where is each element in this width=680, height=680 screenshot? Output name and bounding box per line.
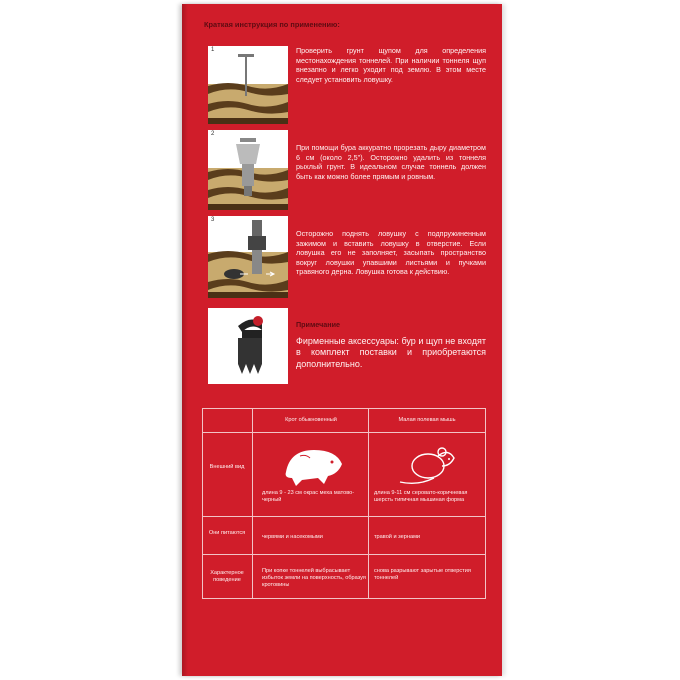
comparison-table (202, 408, 486, 598)
step-1-text: Проверить грунт щупом для определения местонахождения тоннелей. При наличии тоннеля щуп внезапно и легко уходит под землю. В этом месте следует установить ловушку. (296, 46, 486, 84)
step-1-illustration (208, 46, 288, 124)
step-2-illustration (208, 130, 288, 210)
table-divider (202, 432, 486, 433)
table-border-top (202, 408, 486, 409)
mouse-food-text: травой и зернами (374, 534, 421, 540)
mole-appearance-text: длина 9 - 23 см окрас меха матово-черный (262, 490, 355, 503)
trap-in-tunnel-icon (208, 216, 288, 298)
table-border-left (202, 408, 203, 598)
trap-handle-icon (208, 308, 288, 384)
row-header-behavior: Характерное поведение (210, 570, 244, 583)
mouse-appearance-text: длина 9-11 см серовато-коричневая шерсть типичная мышиная форма (374, 490, 468, 503)
mole-icon (280, 442, 346, 488)
table-divider (252, 408, 253, 598)
table-divider (368, 408, 369, 598)
table-border-bottom (202, 598, 486, 599)
note-title: Примечание (296, 320, 341, 329)
step-3-illustration (208, 216, 288, 298)
mouse-icon (398, 438, 460, 488)
row-header-food: Они питаются (208, 530, 246, 536)
row-header-appearance: Внешний вид (209, 464, 245, 470)
step-4-illustration (208, 308, 288, 384)
note-text: Фирменные аксессуары: бур и щуп не входят в комплект поставки и приобретаются дополнительно. (296, 336, 486, 369)
table-border-right (485, 408, 486, 598)
step-1-number: 1 (211, 47, 215, 53)
col-header-mouse: Малая полевая мышь (398, 417, 456, 423)
product-box (182, 4, 502, 676)
col-header-mole: Крот обыкновенный (285, 417, 337, 423)
mole-behavior-text: При копке тоннелей выбрасывает избыток земли на поверхность, образуя кротовины (262, 568, 366, 588)
box-edge-shadow (182, 4, 188, 676)
step-2-number: 2 (211, 131, 215, 137)
instructions-heading: Краткая инструкция по применению: (204, 20, 340, 29)
auger-drilling-icon (208, 130, 288, 210)
step-2-text: При помощи бура аккуратно прорезать дыру диаметром 6 см (около 2,5"). Осторожно удалить из тоннеля рыхлый грунт. В идеальном случае тоннель должен быть как можно более прямым и ровным. (296, 143, 486, 181)
table-divider (202, 554, 486, 555)
mouse-behavior-text: снова разрывают зарытые отверстия тоннелей (374, 568, 471, 581)
step-3-text: Осторожно поднять ловушку с подпружиненным зажимом и вставить ловушку в отверстие. Если ловушка его не заполняет, засыпать пространство вокруг ловушки упавшими листьями и пучками травяного дерна. Ловушка готова к действию. (296, 229, 486, 277)
table-divider (202, 516, 486, 517)
mole-food-text: червями и насекомыми (262, 534, 323, 540)
step-3-number: 3 (211, 217, 215, 223)
probe-in-soil-icon (208, 46, 288, 124)
